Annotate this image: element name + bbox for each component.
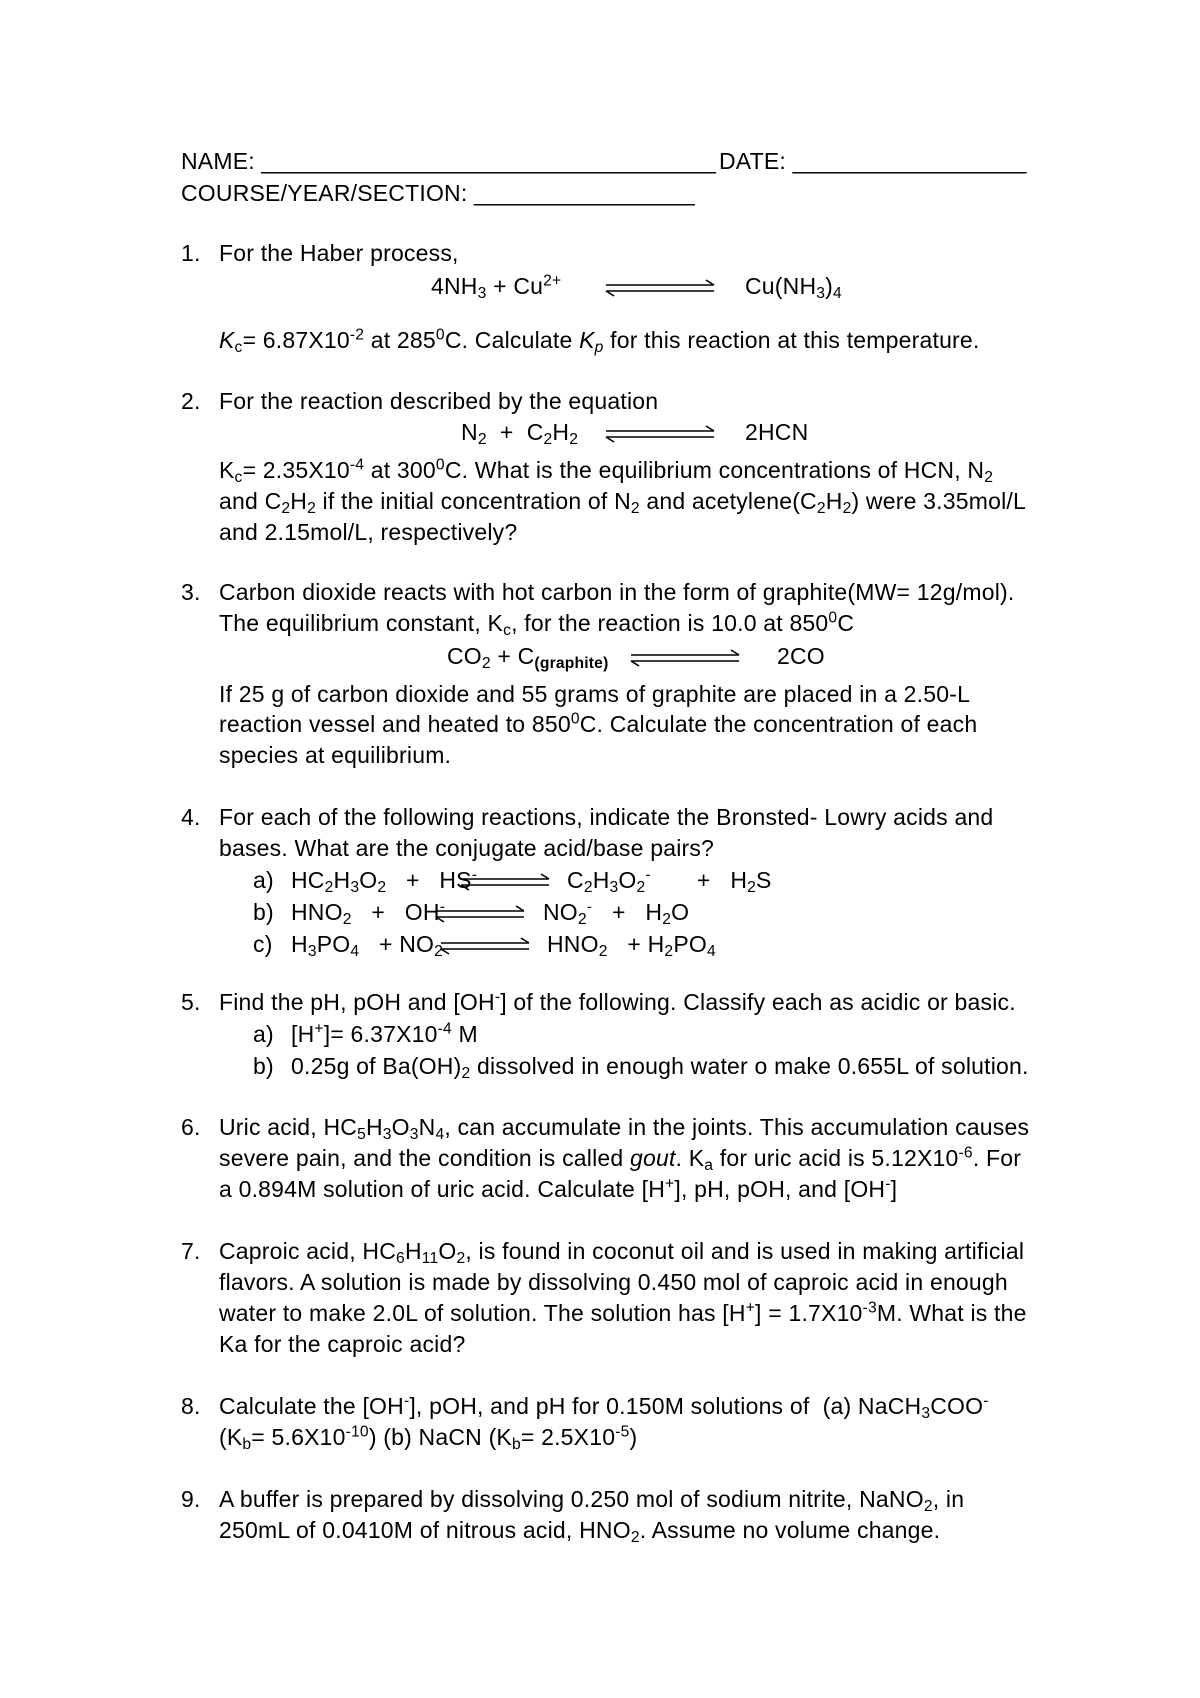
q3-number: 3. [181, 579, 201, 605]
q3-line-4: reaction vessel and heated to $850^0C$. Calculate the concentration of each [219, 710, 978, 737]
q5-item-text: $[H^+]= 6.37X10^{-4}$ M [291, 1020, 478, 1047]
q4-reaction-label: a) [253, 867, 274, 893]
name-field: NAME: ___________________________________ [181, 148, 717, 174]
q8-line-2: $(K_b= 5.6X10^{-10})$ (b) NaCN $(K_b= 2.5X10^{-5})$ [219, 1423, 638, 1453]
equilibrium-arrow-icon [430, 904, 530, 924]
q6-line-1: Uric acid, $HC_5H_3O_3N_4$, can accumulate in the joints. This accumulation causes [219, 1114, 1030, 1143]
q7-line-3: water to make 2.0L of solution. The solution has $[H^+] = 1.7X10^{-3}M$. What is the [219, 1299, 1027, 1326]
q5-item-label: b) [253, 1053, 274, 1079]
q4-number: 4. [181, 804, 201, 830]
q1-reactants: $4NH_3 + Cu^{2+}$ [431, 272, 562, 302]
q8-number: 8. [181, 1393, 201, 1419]
q5-item-label: a) [253, 1021, 274, 1047]
q4-reaction-right: $NO_2^- + H_2O$ [543, 898, 690, 928]
q1-products: $Cu(NH_3)_4$ [745, 273, 842, 302]
equilibrium-arrow-icon [600, 424, 720, 444]
q9-line-2: 250mL of 0.0410M of nitrous acid, $HNO_2$. Assume no volume change. [219, 1517, 941, 1546]
q9-line-1: A buffer is prepared by dissolving 0.250 mol of sodium nitrite, NaNO$_2$, in [219, 1486, 965, 1515]
q2-line-3: and 2.15mol/L, respectively? [219, 519, 518, 545]
q7-line-2: flavors. A solution is made by dissolving 0.450 mol of caproic acid in enough [219, 1269, 1008, 1295]
q7-line-4: Ka for the caproic acid? [219, 1331, 466, 1357]
q4-reaction-right: $HNO_2 + H_2PO_4$ [547, 931, 716, 960]
equilibrium-arrow-icon [455, 872, 555, 892]
q5-text: Find the pH, pOH and [OH-] of the following. Classify each as acidic or basic. [219, 988, 1016, 1015]
q2-intro: For the reaction described by the equation [219, 388, 659, 414]
q6-line-2: severe pain, and the condition is called gout. $K_a$ for uric acid is $5.12X10^{-6}$. For [219, 1144, 1022, 1174]
equilibrium-arrow-icon [600, 278, 720, 298]
q4-reaction-label: b) [253, 899, 274, 925]
q2-line-1: $K_c= 2.35X10^{-4}$ at $300^0C$. What is the equilibrium concentrations of HCN, $N_2$ [219, 456, 994, 486]
q4-reaction-label: c) [253, 931, 273, 957]
q1-number: 1. [181, 240, 201, 266]
q3-products: 2CO [777, 643, 825, 669]
q2-line-2: and $C_2H_2$ if the initial concentration of $N_2$ and $acetylene(C_2H_2)$ were 3.35mol/L [219, 488, 1026, 517]
q4-line-2: bases. What are the conjugate acid/base pairs? [219, 835, 715, 861]
q3-line-1: Carbon dioxide reacts with hot carbon in the form of graphite(MW= 12g/mol). [219, 579, 1015, 605]
q2-number: 2. [181, 388, 201, 414]
equilibrium-arrow-icon [625, 648, 745, 668]
q4-reaction-left: $HC_2H_3O_2 + HS^-$ [291, 866, 478, 896]
q3-reactants: $CO_2 + C_{(graphite)}$ [447, 643, 609, 672]
course-field: COURSE/YEAR/SECTION: _________________ [181, 180, 695, 206]
q4-line-1: For each of the following reactions, indicate the Bronsted- Lowry acids and [219, 804, 994, 830]
q2-products: 2HCN [745, 419, 809, 445]
q9-number: 9. [181, 1486, 201, 1512]
q5-number: 5. [181, 989, 201, 1015]
q3-line-5: species at equilibrium. [219, 742, 452, 768]
q1-text: $K_c= 6.87X10^{-2}$ at $285^0C$. Calculate $K_p$ for this reaction at this temperature. [219, 326, 980, 356]
equilibrium-arrow-icon [435, 936, 535, 956]
q7-line-1: Caproic acid, $HC_6H_{11}O_2$, is found in coconut oil and is used in making artificial [219, 1238, 1025, 1267]
q7-number: 7. [181, 1238, 201, 1264]
q5-item-text: 0.25g of $Ba(OH)_2$ dissolved in enough water o make 0.655L of solution. [291, 1053, 1029, 1082]
q3-line-2: The equilibrium constant, $K_c$, for the reaction is 10.0 at $850^0C$ [219, 609, 855, 639]
q4-reaction-left: $HNO_2 + OH^-$ [291, 898, 446, 928]
q4-reaction-left: $H_3PO_4 + NO_2$ [291, 931, 444, 960]
q8-line-1: Calculate the [OH-], pOH, and pH for 0.150M solutions of (a) NaCH$_3$COO- [219, 1392, 989, 1422]
q4-reaction-right: $C_2H_3O_2^-$ + $H_2S$ [567, 866, 772, 896]
q2-reactants: $N_2 + C_2H_2$ [461, 419, 579, 448]
date-field: DATE: __________________ [719, 148, 1027, 174]
q3-line-3: If 25 g of carbon dioxide and 55 grams of graphite are placed in a 2.50-L [219, 681, 971, 707]
q1-intro: For the Haber process, [219, 240, 459, 266]
q6-line-3: a 0.894M solution of uric acid. Calculate [H+], pH, pOH, and [OH-] [219, 1175, 898, 1202]
q6-number: 6. [181, 1114, 201, 1140]
